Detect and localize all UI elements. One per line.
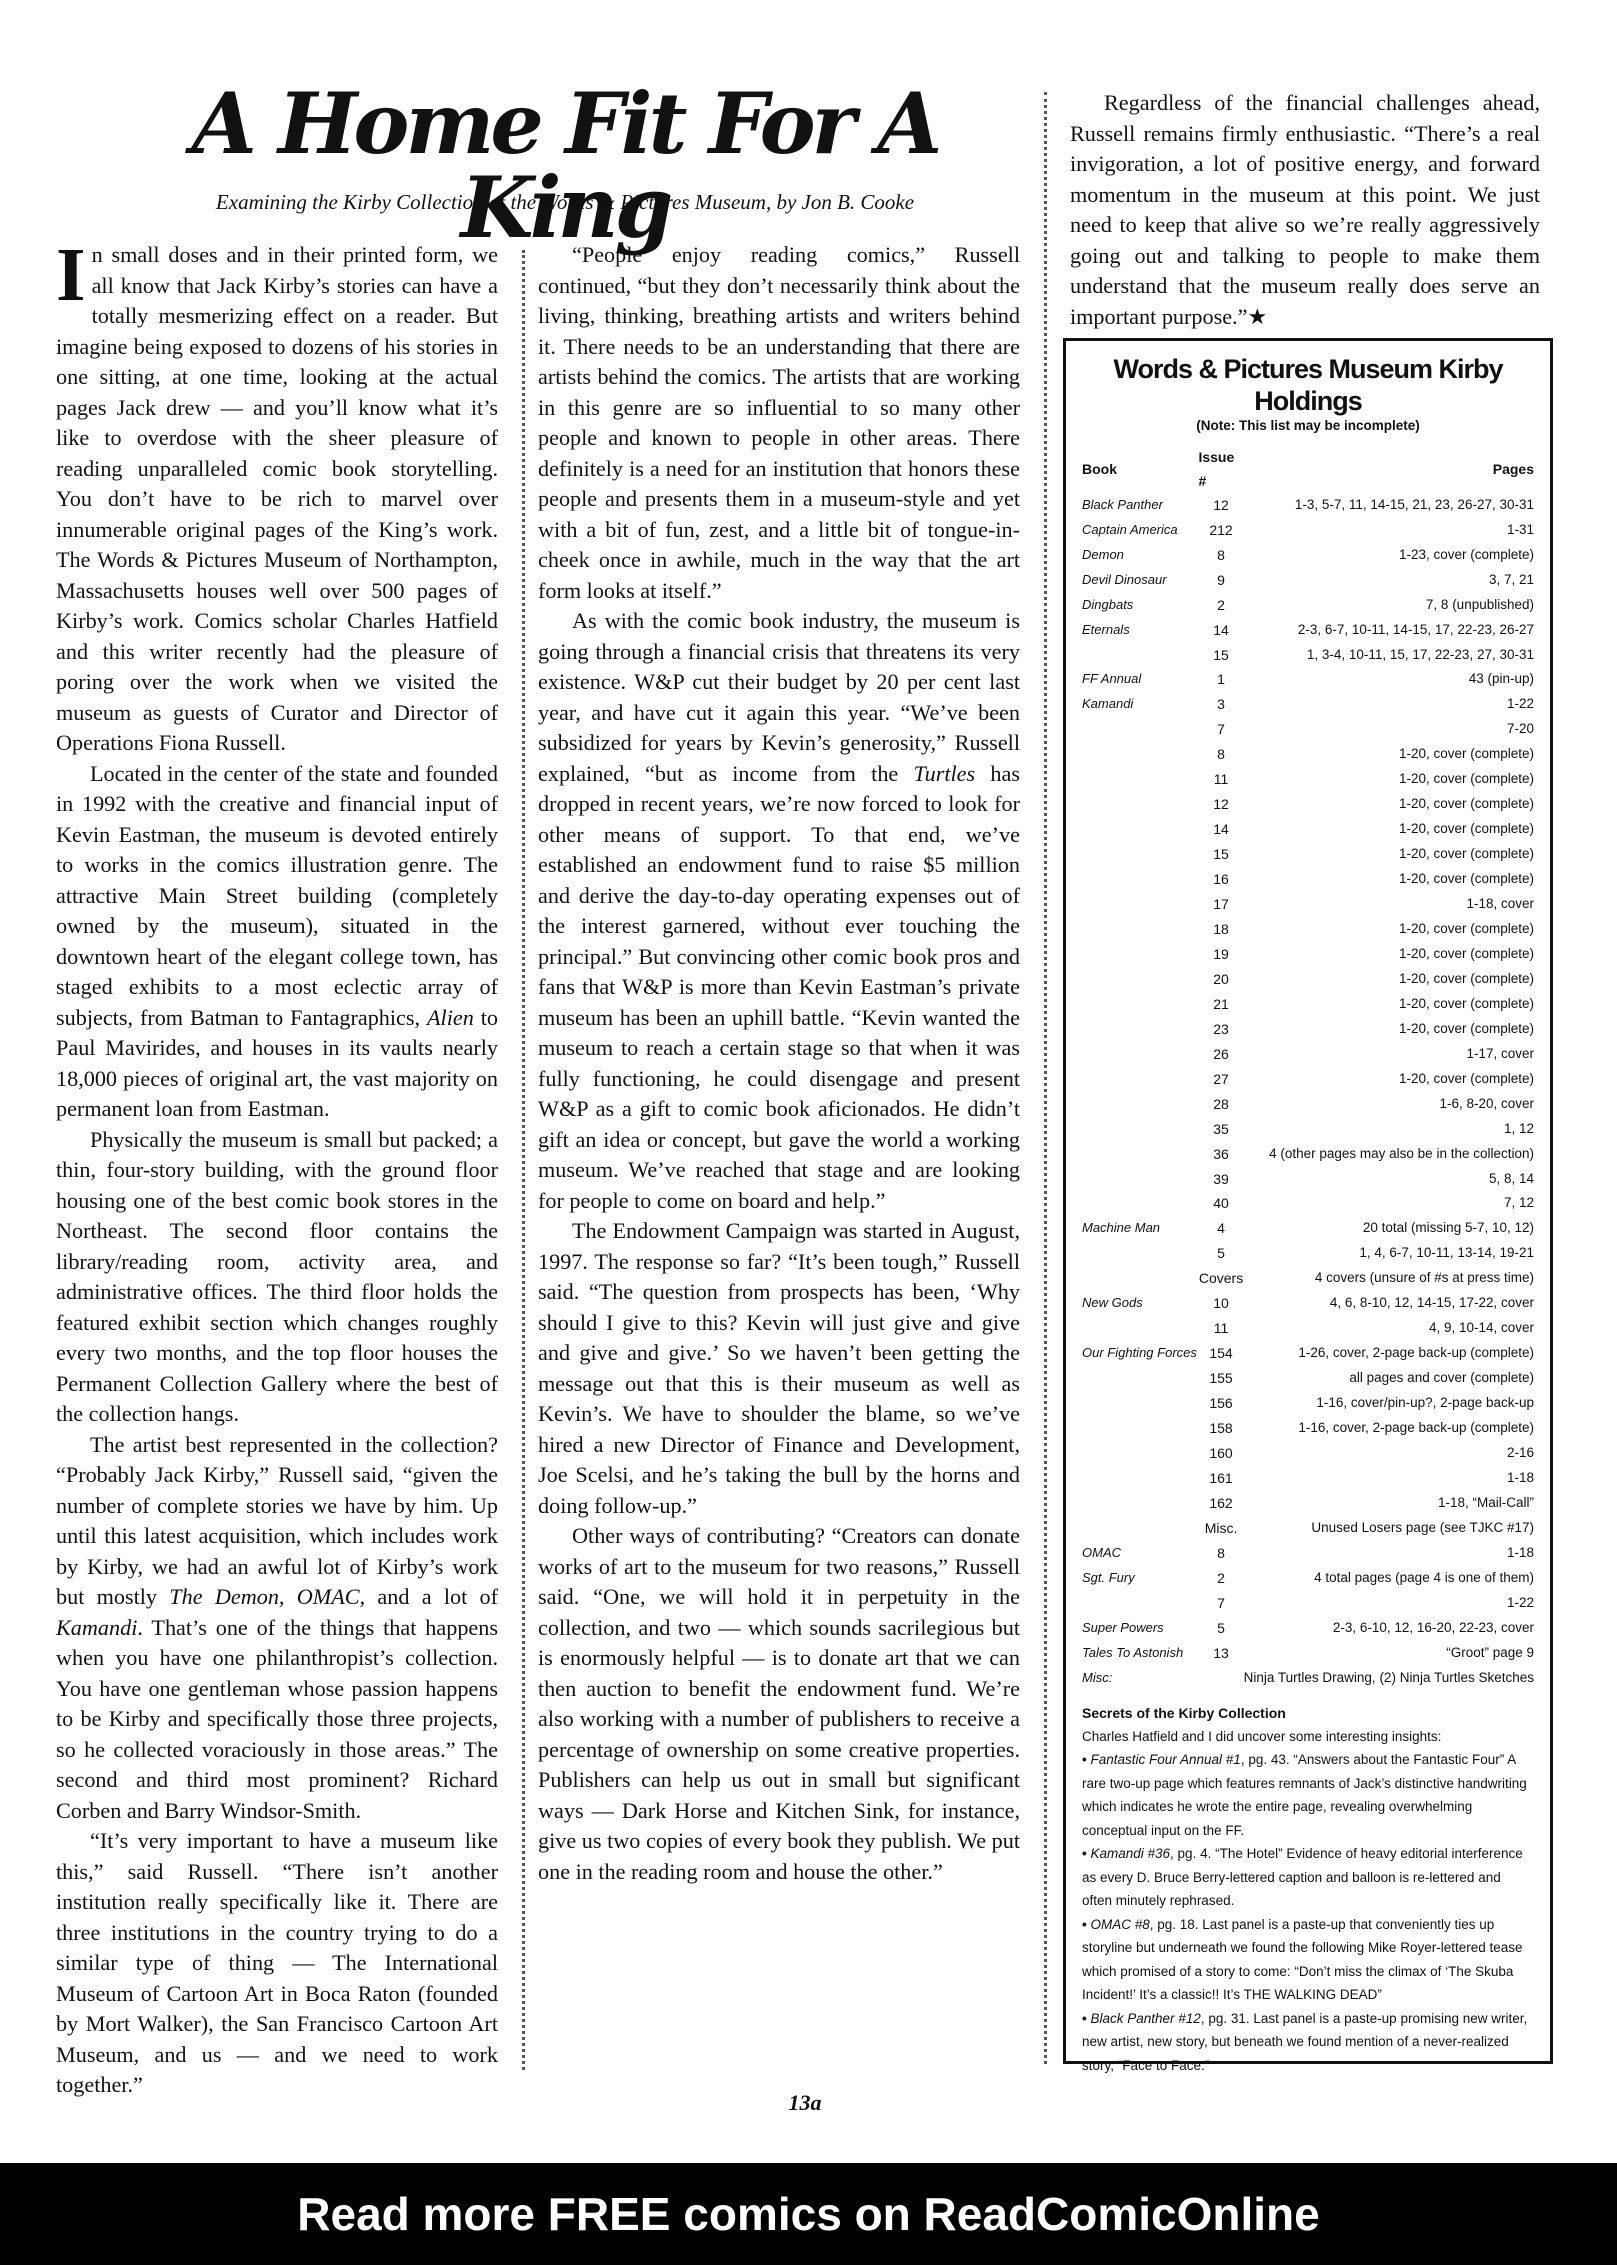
holdings-cell-issue: 2: [1217, 596, 1225, 613]
holdings-cell-book: [1082, 1391, 1198, 1416]
holdings-row: [1082, 1441, 1534, 1466]
holdings-cell-pages: 7, 8 (unpublished): [1425, 596, 1534, 612]
holdings-cell-issue: 10: [1213, 1295, 1229, 1312]
paragraph: [1070, 88, 1540, 332]
holdings-row: [1082, 618, 1534, 643]
holdings-cell-pages: 1-22: [1506, 1594, 1534, 1610]
holdings-cell-issue: 28: [1213, 1095, 1229, 1112]
holdings-cell-issue: 5: [1217, 1619, 1225, 1636]
header-book: Book: [1082, 460, 1117, 477]
holdings-cell-issue: 8: [1217, 746, 1225, 763]
holdings-row: [1082, 817, 1534, 842]
holdings-cell-issue: [1198, 1666, 1243, 1691]
holdings-row: [1082, 1641, 1534, 1666]
holdings-cell-issue: 19: [1213, 945, 1229, 962]
holdings-row: [1082, 1291, 1534, 1316]
secret-item: [1082, 1748, 1534, 1842]
holdings-cell-book: [1082, 1491, 1198, 1516]
holdings-cell-pages: 5, 8, 14: [1488, 1170, 1534, 1186]
paragraph-text: The Endowment Campaign was started in August, 1997. The response so far? “It’s been tough,” Russell said. “The question from prospects has been, ‘Why should I give to this? Kevin will just give and give and give and give.’ So we haven’t been getting the message out that this is their museum as well as Kevin’s. We have to shoulder the blame, so we’ve hired a new Director of Finance and Development, Joe Scelsi, and he’s taking the bull by the horns and doing follow-up.”: [538, 1218, 1020, 1518]
secret-item: [1082, 1842, 1534, 1913]
holdings-table: [1082, 445, 1534, 1691]
paragraph-text: . That’s one of the things that happens when you have one philanthropist’s collection. You have one gentleman whose passion happens to be Kirby and specifically those three projects, so he collected voraciously in those areas.” The second and third most prominent? Richard Corben and Barry Windsor-Smith.: [56, 1614, 498, 1823]
holdings-row: [1082, 692, 1534, 717]
holdings-cell-issue: 8: [1217, 1544, 1225, 1561]
holdings-row: [1082, 1416, 1534, 1441]
holdings-cell-book: [1082, 1167, 1198, 1192]
holdings-cell-issue: 12: [1213, 496, 1229, 513]
holdings-cell-issue: 39: [1213, 1170, 1229, 1187]
header-pages: Pages: [1492, 460, 1534, 477]
holdings-cell-pages: 1-16, cover, 2-page back-up (complete): [1298, 1420, 1534, 1436]
holdings-cell-book: [1082, 742, 1198, 767]
paragraph: [538, 606, 1020, 1216]
holdings-row: [1082, 842, 1534, 867]
holdings-cell-issue: 23: [1213, 1020, 1229, 1037]
drop-cap: I: [56, 233, 86, 317]
paragraph-text: “It’s very important to have a museum like this,” said Russell. “There isn’t another institution really specifically like it. There are three institutions in the country trying to do a similar type of thing — The International Museum of Cartoon Art in Boca Raton (founded by Mort Walker), the San Francisco Cartoon Art Museum, and us — and we need to work together.”: [56, 1828, 498, 2097]
holdings-cell-pages: 1-20, cover (complete): [1398, 796, 1534, 812]
bullet-icon: •: [1082, 1752, 1091, 1768]
holdings-cell-issue: Misc.: [1204, 1519, 1238, 1536]
holdings-row: [1082, 1142, 1534, 1167]
paragraph: [538, 1521, 1020, 1887]
holdings-row: [1082, 1117, 1534, 1142]
holdings-cell-pages: 3, 7, 21: [1488, 571, 1534, 587]
holdings-cell-book: [1082, 817, 1198, 842]
holdings-cell-pages: Ninja Turtles Drawing, (2) Ninja Turtles Sketches: [1243, 1669, 1534, 1685]
paragraph-text: Regardless of the financial challenges ahead, Russell remains firmly enthusiastic. “There’s a real invigoration, a lot of positive energy, and forward momentum in the museum at this point. We just need to keep that alive so we’re really aggressively going out and talking to people to make them understand that the museum really does serve an important purpose.”★: [1070, 90, 1540, 329]
holdings-row: [1082, 1591, 1534, 1616]
paragraph: [56, 759, 498, 1125]
holdings-cell-book: [1082, 1416, 1198, 1441]
holdings-cell-pages: 1-18, cover: [1466, 896, 1534, 912]
holdings-cell-pages: 2-16: [1506, 1445, 1534, 1460]
paragraph-text: Physically the museum is small but packed; a thin, four-story building, with the ground floor housing one of the best comic book stores in the Northeast. The second floor contains the library/reading room, activity area, and administrative offices. The third floor holds the featured exhibit section which changes roughly every two months, and the top floor houses the Permanent Collection Gallery where the best of the collection hangs.: [56, 1126, 498, 1426]
header-issue: Issue #: [1198, 448, 1235, 489]
holdings-cell-book: [1082, 867, 1198, 892]
holdings-cell-book: [1082, 892, 1198, 917]
holdings-cell-pages: 4, 9, 10-14, cover: [1428, 1320, 1534, 1336]
holdings-row: [1082, 892, 1534, 917]
holdings-cell-book: Tales To Astonish: [1082, 1644, 1184, 1660]
holdings-cell-pages: 4, 6, 8-10, 12, 14-15, 17-22, cover: [1329, 1295, 1534, 1311]
holdings-cell-book: New Gods: [1082, 1295, 1143, 1311]
holdings-cell-issue: 7: [1217, 1594, 1225, 1611]
holdings-cell-issue: 17: [1213, 896, 1229, 913]
holdings-cell-pages: 43 (pin-up): [1468, 671, 1534, 687]
secret-reference: Black Panther #12: [1090, 2010, 1201, 2026]
holdings-cell-pages: 1-20, cover (complete): [1398, 1070, 1534, 1086]
paragraph: [56, 233, 498, 759]
secret-item: [1082, 1913, 1534, 2007]
holdings-cell-issue: 9: [1217, 571, 1225, 588]
holdings-cell-book: Our Fighting Forces: [1082, 1345, 1197, 1361]
holdings-row: [1082, 992, 1534, 1017]
holdings-cell-book: [1082, 717, 1198, 742]
holdings-row: [1082, 1216, 1534, 1241]
secret-text: , pg. 4. “The Hotel” Evidence of heavy editorial interference as every D. Bruce Berry-lettered caption and balloon is re-lettered and often minutely rephrased.: [1082, 1846, 1523, 1909]
holdings-cell-book: OMAC: [1082, 1544, 1121, 1560]
holdings-cell-book: [1082, 992, 1198, 1017]
holdings-cell-book: Sgt. Fury: [1082, 1569, 1135, 1585]
holdings-cell-pages: 1-20, cover (complete): [1398, 945, 1534, 961]
holdings-cell-book: [1082, 1142, 1198, 1167]
holdings-row: [1082, 1266, 1534, 1291]
holdings-cell-issue: 2: [1217, 1569, 1225, 1586]
holdings-cell-issue: 18: [1213, 920, 1229, 937]
holdings-cell-book: [1082, 842, 1198, 867]
holdings-cell-pages: 1-16, cover/pin-up?, 2-page back-up: [1316, 1395, 1534, 1411]
holdings-cell-issue: 5: [1217, 1245, 1225, 1262]
holdings-cell-issue: 1: [1217, 671, 1225, 688]
secrets-intro: Charles Hatfield and I did uncover some interesting insights:: [1082, 1728, 1442, 1744]
paragraph: [538, 240, 1020, 606]
holdings-cell-issue: 156: [1209, 1395, 1233, 1412]
holdings-cell-book: Devil Dinosaur: [1082, 571, 1167, 587]
holdings-cell-pages: 1-17, cover: [1466, 1045, 1534, 1061]
holdings-row: [1082, 1067, 1534, 1092]
holdings-cell-issue: 7: [1217, 721, 1225, 738]
secret-text: , pg. 18. Last panel is a paste-up that conveniently ties up storyline but underneath we found the following Mike Royer-lettered tease which promised of a story to come: “Don’t miss the climax of ‘The Skuba Incident!’ It’s a classic!! It’s THE WALKING DEAD”: [1082, 1916, 1523, 2003]
holdings-cell-pages: 1-6, 8-20, cover: [1439, 1095, 1534, 1111]
paragraph: [56, 1826, 498, 2101]
holdings-cell-pages: 1-20, cover (complete): [1398, 995, 1534, 1011]
article-subtitle: Examining the Kirby Collection at the Words & Pictures Museum, by Jon B. Cooke: [215, 190, 915, 214]
holdings-cell-pages: 1, 3-4, 10-11, 15, 17, 22-23, 27, 30-31: [1306, 646, 1534, 662]
holdings-cell-issue: 162: [1209, 1494, 1233, 1511]
italic-title: Kamandi: [56, 1614, 138, 1640]
holdings-cell-book: Demon: [1082, 546, 1124, 562]
paragraph: [538, 1216, 1020, 1521]
holdings-row: [1082, 1191, 1534, 1216]
holdings-row: [1082, 942, 1534, 967]
holdings-row: [1082, 1316, 1534, 1341]
holdings-cell-issue: 15: [1213, 646, 1229, 663]
holdings-cell-issue: 3: [1217, 696, 1225, 713]
holdings-cell-issue: 27: [1213, 1070, 1229, 1087]
holdings-cell-issue: 16: [1213, 871, 1229, 888]
holdings-sidebar-box: [1063, 338, 1553, 2073]
holdings-cell-pages: 1-20, cover (complete): [1398, 846, 1534, 862]
column-3: [1070, 88, 1540, 332]
holdings-row: [1082, 543, 1534, 568]
holdings-cell-pages: 1-20, cover (complete): [1398, 970, 1534, 986]
holdings-cell-book: [1082, 1092, 1198, 1117]
bullet-icon: •: [1082, 1916, 1091, 1932]
holdings-cell-book: Dingbats: [1082, 596, 1134, 612]
holdings-cell-book: [1082, 643, 1198, 668]
holdings-cell-pages: 2-3, 6-10, 12, 16-20, 22-23, cover: [1332, 1619, 1534, 1635]
holdings-cell-pages: 7-20: [1506, 721, 1534, 737]
holdings-body: [1082, 493, 1534, 1691]
holdings-cell-book: [1082, 967, 1198, 992]
holdings-cell-issue: 155: [1209, 1370, 1233, 1387]
holdings-row: [1082, 493, 1534, 518]
holdings-row: [1082, 1516, 1534, 1541]
secret-text: , pg. 31. Last panel is a paste-up promising new writer, new artist, new story, but beneath we found mention of a never-realized story, “Face to Face.”: [1082, 2010, 1528, 2073]
holdings-cell-book: [1082, 917, 1198, 942]
holdings-cell-pages: 1-20, cover (complete): [1398, 920, 1534, 936]
holdings-row: [1082, 1167, 1534, 1192]
holdings-cell-issue: 15: [1213, 846, 1229, 863]
holdings-cell-pages: 1, 4, 6-7, 10-11, 13-14, 19-21: [1359, 1245, 1534, 1261]
secret-item: [1082, 2007, 1534, 2078]
holdings-cell-issue: 4: [1217, 1220, 1225, 1237]
holdings-row: [1082, 742, 1534, 767]
holdings-cell-book: [1082, 1191, 1198, 1216]
holdings-cell-pages: 1-20, cover (complete): [1398, 746, 1534, 762]
holdings-cell-book: [1082, 1516, 1198, 1541]
holdings-cell-book: [1082, 1067, 1198, 1092]
holdings-row: [1082, 518, 1534, 543]
column-1: [56, 233, 498, 2101]
holdings-cell-issue: 14: [1213, 621, 1229, 638]
holdings-row: [1082, 1666, 1534, 1691]
holdings-cell-book: Misc:: [1082, 1669, 1113, 1685]
holdings-cell-issue: 20: [1213, 970, 1229, 987]
holdings-note: (Note: This list may be incomplete): [1196, 417, 1420, 433]
holdings-row: [1082, 667, 1534, 692]
holdings-row: [1082, 1341, 1534, 1366]
holdings-cell-issue: 13: [1213, 1644, 1229, 1661]
holdings-cell-issue: 161: [1209, 1469, 1233, 1486]
holdings-row: [1082, 1241, 1534, 1266]
paragraph-text: and a lot of: [365, 1584, 498, 1609]
holdings-cell-pages: 1-20, cover (complete): [1398, 771, 1534, 787]
holdings-cell-issue: 40: [1213, 1195, 1229, 1212]
holdings-cell-issue: 8: [1217, 546, 1225, 563]
italic-title: Alien: [427, 1004, 474, 1030]
holdings-cell-pages: all pages and cover (complete): [1349, 1370, 1534, 1386]
holdings-cell-book: [1082, 1591, 1198, 1616]
page-number: 13a: [788, 2090, 822, 2115]
holdings-row: [1082, 1366, 1534, 1391]
holdings-cell-issue: 158: [1209, 1420, 1233, 1437]
holdings-cell-issue: 21: [1213, 995, 1229, 1012]
holdings-cell-pages: 20 total (missing 5-7, 10, 12): [1362, 1220, 1534, 1236]
holdings-cell-pages: 1-18, “Mail-Call”: [1437, 1494, 1534, 1510]
holdings-cell-issue: 36: [1213, 1145, 1229, 1162]
secret-reference: Fantastic Four Annual #1: [1090, 1752, 1241, 1768]
holdings-cell-pages: 1-3, 5-7, 11, 14-15, 21, 23, 26-27, 30-31: [1294, 496, 1534, 512]
holdings-row: [1082, 1466, 1534, 1491]
holdings-cell-book: Kamandi: [1082, 696, 1134, 712]
holdings-cell-pages: 4 (other pages may also be in the collection): [1269, 1145, 1534, 1161]
holdings-cell-issue: 212: [1209, 521, 1233, 538]
holdings-cell-book: Black Panther: [1082, 496, 1163, 512]
column-divider: [522, 250, 525, 2070]
holdings-cell-pages: 1-20, cover (complete): [1398, 821, 1534, 837]
holdings-header-row: [1082, 445, 1534, 493]
paragraph-text: has dropped in recent years, we’re now forced to look for other means of support. To that end, we’ve established an endowment fund to raise $5 million and derive the day-to-day operating expenses out of the interest garnered, without ever touching the principal.” But convincing other comic book pros and fans that W&P is more than Kevin Eastman’s private museum has been an uphill battle. “Kevin wanted the museum to reach a certain stage so that when it was fully functioning, he could disengage and present W&P as a gift to comic book aficionados. He didn’t gift an idea or concept, but gave the world a working museum. We’ve reached that stage and are looking for people to come on board and help.”: [538, 760, 1020, 1213]
holdings-cell-book: Captain America: [1082, 521, 1178, 537]
holdings-cell-book: [1082, 1117, 1198, 1142]
holdings-row: [1082, 792, 1534, 817]
holdings-cell-pages: 4 covers (unsure of #s at press time): [1314, 1270, 1534, 1286]
holdings-cell-issue: 160: [1209, 1445, 1233, 1461]
paragraph-text: n small doses and in their printed form, we all know that Jack Kirby’s stories can have a totally mesmerizing effect on a reader. But imagine being exposed to dozens of his stories in one sitting, at one time, looking at the actual pages Jack drew — and you’ll know what it’s like to overdose with the sheer pleasure of reading unparalleled comic book storytelling. You don’t have to be rich to marvel over innumerable original pages of the King’s work. The Words & Pictures Museum of Northampton, Massachusetts houses well over 500 pages of Kirby’s work. Comics scholar Charles Hatfield and this writer recently had the pleasure of poring over the work when we visited the museum as guests of Curator and Director of Operations Fiona Russell.: [56, 242, 498, 755]
paragraph-text: As with the comic book industry, the museum is going through a financial crisis that threatens its very existence. W&P cut their budget by 20 per cent last year, and have cut it again this year. “We’ve been subsidized for years by Kevin’s generosity,” Russell explained, “but as income from the: [538, 608, 1020, 786]
holdings-row: [1082, 643, 1534, 668]
holdings-cell-book: [1082, 1241, 1198, 1266]
holdings-cell-book: [1082, 792, 1198, 817]
paragraph-text: to Paul Mavirides, and houses in its vaults nearly 18,000 pieces of original art, the vast majority on permanent loan from Eastman.: [56, 1004, 498, 1121]
secret-text: , pg. 43. “Answers about the Fantastic Four” A rare two-up page which features remnants of Jack’s distinctive handwriting which indicates he wrote the entire page, revealing overwhelming conceptual input on the FF.: [1082, 1752, 1527, 1838]
holdings-cell-pages: 1, 12: [1503, 1120, 1534, 1136]
holdings-cell-pages: 1-18: [1506, 1544, 1534, 1560]
holdings-cell-pages: 1-20, cover (complete): [1398, 1020, 1534, 1036]
holdings-row: [1082, 867, 1534, 892]
holdings-cell-book: [1082, 1017, 1198, 1042]
holdings-cell-book: [1082, 1266, 1198, 1291]
paragraph: [56, 1125, 498, 1430]
holdings-cell-pages: Unused Losers page (see TJKC #17): [1311, 1519, 1534, 1535]
holdings-cell-book: [1082, 1042, 1198, 1067]
holdings-cell-pages: 2-3, 6-7, 10-11, 14-15, 17, 22-23, 26-27: [1297, 621, 1534, 637]
holdings-cell-issue: 35: [1213, 1120, 1229, 1137]
holdings-cell-pages: 1-23, cover (complete): [1398, 546, 1534, 562]
secrets-list: [1082, 1748, 1534, 2077]
paragraph-text: The artist best represented in the collection? “Probably Jack Kirby,” Russell said, “given the number of complete stories we have by him. Up until this latest acquisition, which includes work by Kirby, we had an awful lot of Kirby’s work but mostly: [56, 1431, 498, 1609]
holdings-cell-pages: 4 total pages (page 4 is one of them): [1314, 1569, 1534, 1585]
holdings-cell-pages: 1-26, cover, 2-page back-up (complete): [1298, 1345, 1534, 1361]
holdings-row: [1082, 1541, 1534, 1566]
holdings-cell-book: [1082, 1366, 1198, 1391]
holdings-cell-issue: 154: [1209, 1345, 1233, 1362]
paragraph-text: “People enjoy reading comics,” Russell continued, “but they don’t necessarily think about the living, thinking, breathing artists and writers behind it. There needs to be an understanding that there are artists behind the comics. The artists that are working in this genre are so influential to so many other people and known to people in other areas. There definitely is a need for an institution that honors these people and presents them in a museum-style and yet with a bit of fun, zest, and a little bit of tongue-in-cheek once in awhile, much in the way that the art form looks at itself.”: [538, 242, 1020, 603]
paragraph-text: Located in the center of the state and founded in 1992 with the creative and financial input of Kevin Eastman, the museum is devoted entirely to works in the comics illustration genre. The attractive Main Street building (completely owned by the museum), situated in the downtown heart of the elegant college town, has staged exhibits to a most eclectic array of subjects, from Batman to Fantagraphics,: [56, 760, 498, 1030]
italic-title: Turtles: [913, 760, 976, 786]
holdings-cell-book: [1082, 1441, 1198, 1466]
holdings-row: [1082, 568, 1534, 593]
holdings-row: [1082, 1566, 1534, 1591]
column-divider: [1044, 92, 1047, 2064]
holdings-row: [1082, 1017, 1534, 1042]
secrets-title: Secrets of the Kirby Collection: [1082, 1704, 1286, 1721]
paragraph: [56, 1430, 498, 1827]
holdings-cell-issue: 26: [1213, 1045, 1229, 1062]
holdings-cell-pages: 1-18: [1506, 1469, 1534, 1485]
holdings-row: [1082, 717, 1534, 742]
holdings-cell-book: Super Powers: [1082, 1619, 1164, 1635]
holdings-title: Words & Pictures Museum Kirby Holdings: [1113, 354, 1503, 417]
holdings-row: [1082, 1092, 1534, 1117]
holdings-cell-issue: 14: [1213, 821, 1229, 838]
holdings-cell-book: Machine Man: [1082, 1220, 1161, 1236]
holdings-row: [1082, 767, 1534, 792]
holdings-row: [1082, 1616, 1534, 1641]
holdings-row: [1082, 593, 1534, 618]
promo-banner[interactable]: Read more FREE comics on ReadComicOnline: [0, 2163, 1617, 2265]
column-2: [538, 240, 1020, 1887]
paragraph-text: Other ways of contributing? “Creators can donate works of art to the museum for two reasons,” Russell said. “One, we will hold it in perpetuity in the collection, and two — which sounds sacrilegious but is enormously helpful — is to donate art that we can then auction to benefit the endowment fund. We’re also working with a number of publishers to receive a percentage of ownership on some creative properties. Publishers can help us out in small but significant ways — Dark Horse and Kitchen Sink, for instance, give us two copies of every book they publish. We put one in the reading room and house the other.”: [538, 1523, 1020, 1884]
holdings-cell-pages: 1-22: [1506, 696, 1534, 712]
holdings-row: [1082, 1042, 1534, 1067]
holdings-row: [1082, 1491, 1534, 1516]
holdings-cell-book: [1082, 942, 1198, 967]
holdings-cell-pages: 1-31: [1506, 521, 1534, 537]
italic-title: The Demon, OMAC,: [169, 1584, 366, 1609]
bullet-icon: •: [1082, 1846, 1091, 1862]
bullet-icon: •: [1082, 2010, 1091, 2026]
holdings-cell-book: [1082, 1466, 1198, 1491]
article-title: A Home Fit For A King: [191, 74, 939, 257]
holdings-cell-issue: Covers: [1198, 1270, 1244, 1287]
holdings-row: [1082, 917, 1534, 942]
holdings-cell-pages: “Groot” page 9: [1446, 1644, 1534, 1660]
holdings-cell-issue: 12: [1213, 796, 1229, 813]
holdings-cell-issue: 11: [1213, 1320, 1229, 1337]
holdings-row: [1082, 1391, 1534, 1416]
holdings-cell-book: [1082, 767, 1198, 792]
holdings-cell-issue: 11: [1213, 771, 1229, 788]
secret-reference: OMAC #8: [1090, 1916, 1150, 1932]
holdings-row: [1082, 967, 1534, 992]
holdings-cell-book: [1082, 1316, 1198, 1341]
holdings-cell-book: FF Annual: [1082, 671, 1142, 687]
holdings-cell-pages: 7, 12: [1503, 1195, 1534, 1211]
holdings-cell-pages: 1-20, cover (complete): [1398, 871, 1534, 887]
holdings-cell-book: Eternals: [1082, 621, 1130, 637]
secret-reference: Kamandi #36: [1090, 1846, 1171, 1862]
